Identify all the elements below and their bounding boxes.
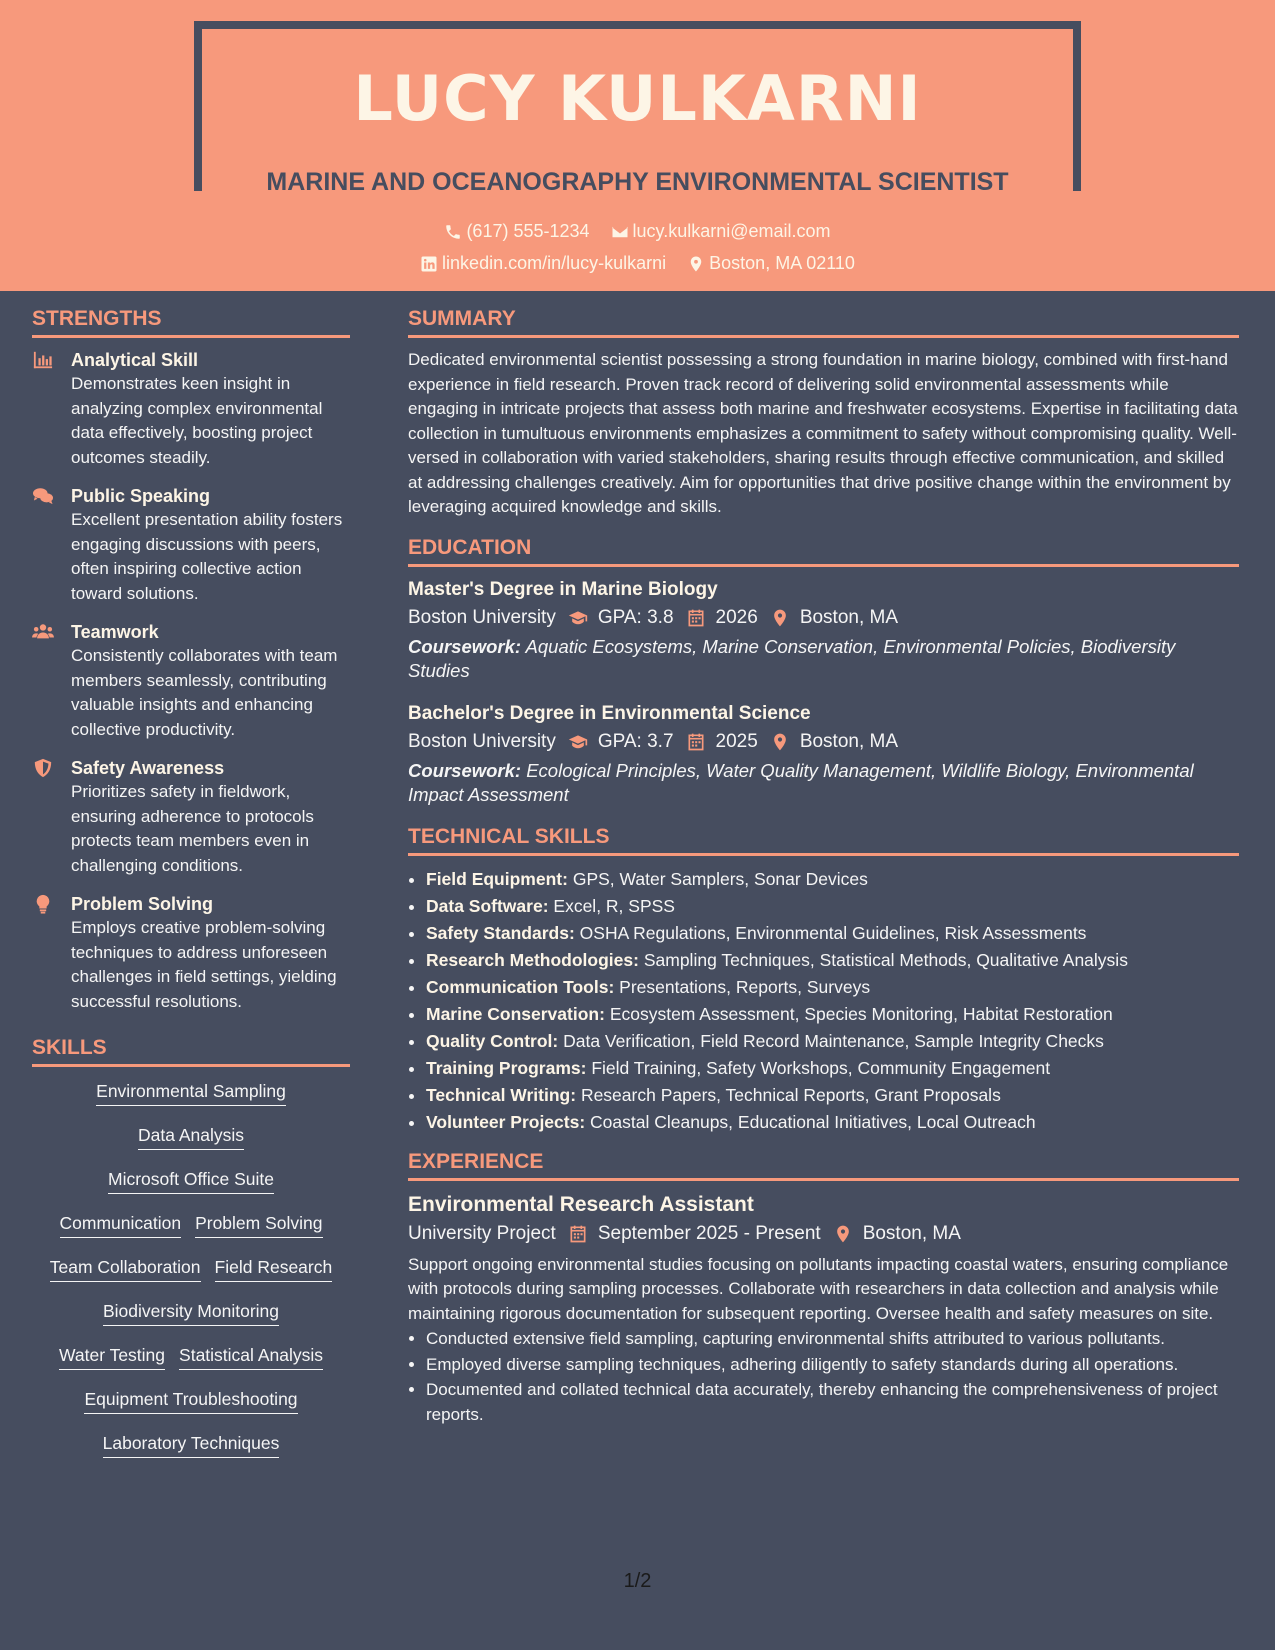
technical-skill-value: Field Training, Safety Workshops, Community Engagement bbox=[591, 1057, 1051, 1078]
bar-chart-icon bbox=[32, 350, 54, 370]
experience-location: Boston, MA bbox=[862, 1222, 961, 1244]
shield-icon bbox=[32, 758, 54, 778]
degree-title: Master's Degree in Marine Biology bbox=[408, 578, 718, 600]
technical-skill-label: Research Methodologies: bbox=[426, 949, 639, 970]
skills-row bbox=[32, 1081, 350, 1125]
technical-skill-value: Presentations, Reports, Surveys bbox=[619, 976, 871, 997]
skill-tag: Biodiversity Monitoring bbox=[103, 1301, 279, 1326]
school-name: Boston University bbox=[408, 606, 556, 628]
school-name: Boston University bbox=[408, 730, 556, 752]
technical-skill-item bbox=[426, 1001, 1239, 1028]
comments-icon bbox=[32, 486, 54, 506]
skill-tag: Equipment Troubleshooting bbox=[84, 1389, 297, 1414]
coursework-list: Ecological Principles, Water Quality Management, Wildlife Biology, Environmental Impact Assessment bbox=[408, 759, 1194, 805]
experience-bullet: • Employed diverse sampling techniques, adhering diligently to safety standards during all operations. bbox=[426, 1353, 1239, 1378]
graduation-cap-icon bbox=[568, 608, 588, 628]
experience-item bbox=[408, 1191, 1239, 1428]
lightbulb-icon bbox=[32, 894, 54, 914]
skills-row bbox=[32, 1389, 350, 1433]
technical-skill-label: Quality Control: bbox=[426, 1030, 559, 1051]
skills-row bbox=[32, 1433, 350, 1477]
experience-org: University Project bbox=[408, 1222, 556, 1244]
graduation-cap-icon bbox=[568, 732, 588, 752]
education-item bbox=[408, 577, 1239, 683]
technical-skill-item bbox=[426, 866, 1239, 893]
calendar-icon bbox=[568, 1224, 588, 1244]
school-location: Boston, MA bbox=[799, 730, 899, 752]
skills-row bbox=[32, 1301, 350, 1345]
gpa: GPA: 3.8 bbox=[597, 606, 674, 628]
contact-row-primary bbox=[0, 221, 1275, 246]
experience-dates: September 2025 - Present bbox=[597, 1222, 821, 1244]
education-meta bbox=[408, 603, 1239, 633]
skills-row bbox=[32, 1125, 350, 1169]
contact-phone bbox=[444, 221, 589, 242]
map-pin-icon bbox=[833, 1224, 853, 1244]
job-title: MARINE AND OCEANOGRAPHY ENVIRONMENTAL SCIENTIST bbox=[266, 168, 1009, 196]
gpa: GPA: 3.7 bbox=[597, 730, 674, 752]
phone-text: (617) 555-1234 bbox=[466, 221, 590, 241]
skills-list bbox=[32, 1077, 350, 1477]
contact-linkedin[interactable] bbox=[420, 253, 666, 274]
technical-skill-label: Technical Writing: bbox=[426, 1084, 577, 1105]
technical-skill-label: Safety Standards: bbox=[426, 922, 575, 943]
strength-desc: Prioritizes safety in fieldwork, ensuring adherence to protocols protects team members even in challenging conditions. bbox=[71, 782, 314, 875]
technical-skill-value: Data Verification, Field Record Maintenance, Sample Integrity Checks bbox=[563, 1030, 1104, 1051]
resume-header bbox=[0, 0, 1275, 291]
technical-skill-item bbox=[426, 947, 1239, 974]
technical-skill-value: Coastal Cleanups, Educational Initiatives, Local Outreach bbox=[590, 1111, 1036, 1132]
strength-title: Analytical Skill bbox=[71, 350, 199, 370]
calendar-icon bbox=[686, 608, 706, 628]
calendar-icon bbox=[686, 732, 706, 752]
technical-skill-value: OSHA Regulations, Environmental Guidelines, Risk Assessments bbox=[579, 922, 1087, 943]
technical-skill-value: Research Papers, Technical Reports, Grant Proposals bbox=[580, 1084, 1001, 1105]
strength-desc: Excellent presentation ability fosters engaging discussions with peers, often inspiring collective action toward solutions. bbox=[71, 510, 343, 603]
experience-bullet: • Documented and collated technical data accurately, thereby enhancing the comprehensiveness of project reports. bbox=[426, 1378, 1239, 1427]
map-pin-icon bbox=[770, 732, 790, 752]
summary-heading: SUMMARY bbox=[408, 307, 1239, 338]
summary-text: Dedicated environmental scientist possessing a strong foundation in marine biology, combined with first-hand experience in field research. Proven track record of delivering solid environmental assessments while engaging in intricate projects that assess both marine and freshwater ecosystems. Expertise in facilitating data collection in tumultuous environments emphasizes a commitment to safety without compromising quality. Well-versed in collaboration with varied stakeholders, sharing results through effective communication, and skilled at addressing challenges creatively. Aim for opportunities that drive positive change within the environment by leveraging acquired knowledge and skills. bbox=[408, 350, 1238, 516]
technical-skill-item bbox=[426, 893, 1239, 920]
experience-desc: Support ongoing environmental studies focusing on pollutants impacting coastal waters, ensuring compliance with protocols during sampling processes. Collaborate with researchers in data collection and analysis while maintaining rigorous documentation for subsequent reporting. Oversee health and safety measures on site. bbox=[408, 1254, 1229, 1323]
technical-skills-list bbox=[408, 866, 1239, 1136]
technical-skill-label: Training Programs: bbox=[426, 1057, 587, 1078]
technical-skill-item bbox=[426, 920, 1239, 947]
experience-bullets bbox=[408, 1327, 1239, 1427]
coursework-label: Coursework: bbox=[408, 759, 522, 781]
experience-title: Environmental Research Assistant bbox=[408, 1192, 754, 1216]
coursework bbox=[408, 635, 1239, 683]
skills-row bbox=[32, 1169, 350, 1213]
strength-item bbox=[32, 620, 350, 742]
strength-title: Safety Awareness bbox=[71, 758, 225, 778]
graduation-year: 2026 bbox=[715, 606, 758, 628]
skills-heading: SKILLS bbox=[32, 1036, 350, 1067]
technical-skills-heading: TECHNICAL SKILLS bbox=[408, 825, 1239, 856]
linkedin-link[interactable]: linkedin.com/in/lucy-kulkarni bbox=[442, 253, 667, 273]
technical-skill-item bbox=[426, 1055, 1239, 1082]
page-indicator: 1/2 bbox=[623, 1570, 652, 1592]
skill-tag: Problem Solving bbox=[195, 1213, 322, 1238]
contact-row-secondary bbox=[0, 253, 1275, 278]
technical-skill-item bbox=[426, 1109, 1239, 1136]
experience-bullet: • Conducted extensive field sampling, capturing environmental shifts attributed to various pollutants. bbox=[426, 1327, 1239, 1352]
strength-desc: Demonstrates keen insight in analyzing complex environmental data effectively, boosting project outcomes steadily. bbox=[71, 374, 323, 467]
technical-skill-item bbox=[426, 1082, 1239, 1109]
skill-tag: Team Collaboration bbox=[50, 1257, 201, 1282]
technical-skill-value: Sampling Techniques, Statistical Methods, Qualitative Analysis bbox=[643, 949, 1128, 970]
coursework bbox=[408, 759, 1239, 807]
email-link[interactable]: lucy.kulkarni@email.com bbox=[632, 221, 831, 241]
technical-skill-value: Excel, R, SPSS bbox=[553, 895, 675, 916]
strength-desc: Employs creative problem-solving techniques to address unforeseen challenges in field settings, yielding successful resolutions. bbox=[71, 918, 337, 1011]
technical-skill-label: Field Equipment: bbox=[426, 868, 568, 889]
skill-tag: Environmental Sampling bbox=[96, 1081, 286, 1106]
contact-location bbox=[687, 253, 855, 274]
map-pin-icon bbox=[687, 255, 705, 273]
experience-heading: EXPERIENCE bbox=[408, 1150, 1239, 1181]
school-location: Boston, MA bbox=[799, 606, 899, 628]
coursework-label: Coursework: bbox=[408, 635, 522, 657]
envelope-icon bbox=[611, 223, 629, 241]
linkedin-icon bbox=[420, 255, 438, 273]
skill-tag: Communication bbox=[60, 1213, 182, 1238]
strength-item bbox=[32, 348, 350, 470]
education-item bbox=[408, 701, 1239, 807]
strength-desc: Consistently collaborates with team members seamlessly, contributing valuable insights and enhancing collective productivity. bbox=[71, 646, 338, 739]
right-column bbox=[408, 291, 1239, 1427]
education-heading: EDUCATION bbox=[408, 536, 1239, 567]
skill-tag: Laboratory Techniques bbox=[103, 1433, 280, 1458]
skill-tag: Microsoft Office Suite bbox=[108, 1169, 274, 1194]
phone-icon bbox=[444, 223, 462, 241]
contact-email[interactable] bbox=[611, 221, 831, 242]
skills-row bbox=[32, 1345, 350, 1389]
graduation-year: 2025 bbox=[715, 730, 758, 752]
skills-row bbox=[32, 1257, 350, 1301]
technical-skill-item bbox=[426, 1028, 1239, 1055]
left-column bbox=[32, 291, 350, 1477]
degree-title: Bachelor's Degree in Environmental Science bbox=[408, 702, 811, 724]
strength-title: Problem Solving bbox=[71, 894, 214, 914]
strength-item bbox=[32, 484, 350, 606]
strength-title: Teamwork bbox=[71, 622, 159, 642]
map-pin-icon bbox=[770, 608, 790, 628]
skill-tag: Statistical Analysis bbox=[179, 1345, 323, 1370]
strength-item bbox=[32, 756, 350, 878]
technical-skill-label: Data Software: bbox=[426, 895, 549, 916]
skills-row bbox=[32, 1213, 350, 1257]
skill-tag: Data Analysis bbox=[138, 1125, 244, 1150]
experience-meta bbox=[408, 1219, 1239, 1249]
strength-title: Public Speaking bbox=[71, 486, 211, 506]
skill-tag: Water Testing bbox=[59, 1345, 165, 1370]
technical-skill-label: Marine Conservation: bbox=[426, 1003, 605, 1024]
location-text: Boston, MA 02110 bbox=[709, 253, 855, 273]
technical-skill-value: GPS, Water Samplers, Sonar Devices bbox=[572, 868, 868, 889]
users-icon bbox=[32, 622, 54, 642]
technical-skill-item bbox=[426, 974, 1239, 1001]
candidate-name: LUCY KULKARNI bbox=[353, 62, 922, 135]
skill-tag: Field Research bbox=[215, 1257, 333, 1282]
education-meta bbox=[408, 727, 1239, 757]
strengths-heading: STRENGTHS bbox=[32, 307, 350, 338]
technical-skill-label: Communication Tools: bbox=[426, 976, 615, 997]
technical-skill-label: Volunteer Projects: bbox=[426, 1111, 586, 1132]
technical-skill-value: Ecosystem Assessment, Species Monitoring, Habitat Restoration bbox=[609, 1003, 1113, 1024]
strength-item bbox=[32, 892, 350, 1014]
coursework-list: Aquatic Ecosystems, Marine Conservation, Environmental Policies, Biodiversity Studies bbox=[408, 635, 1176, 681]
